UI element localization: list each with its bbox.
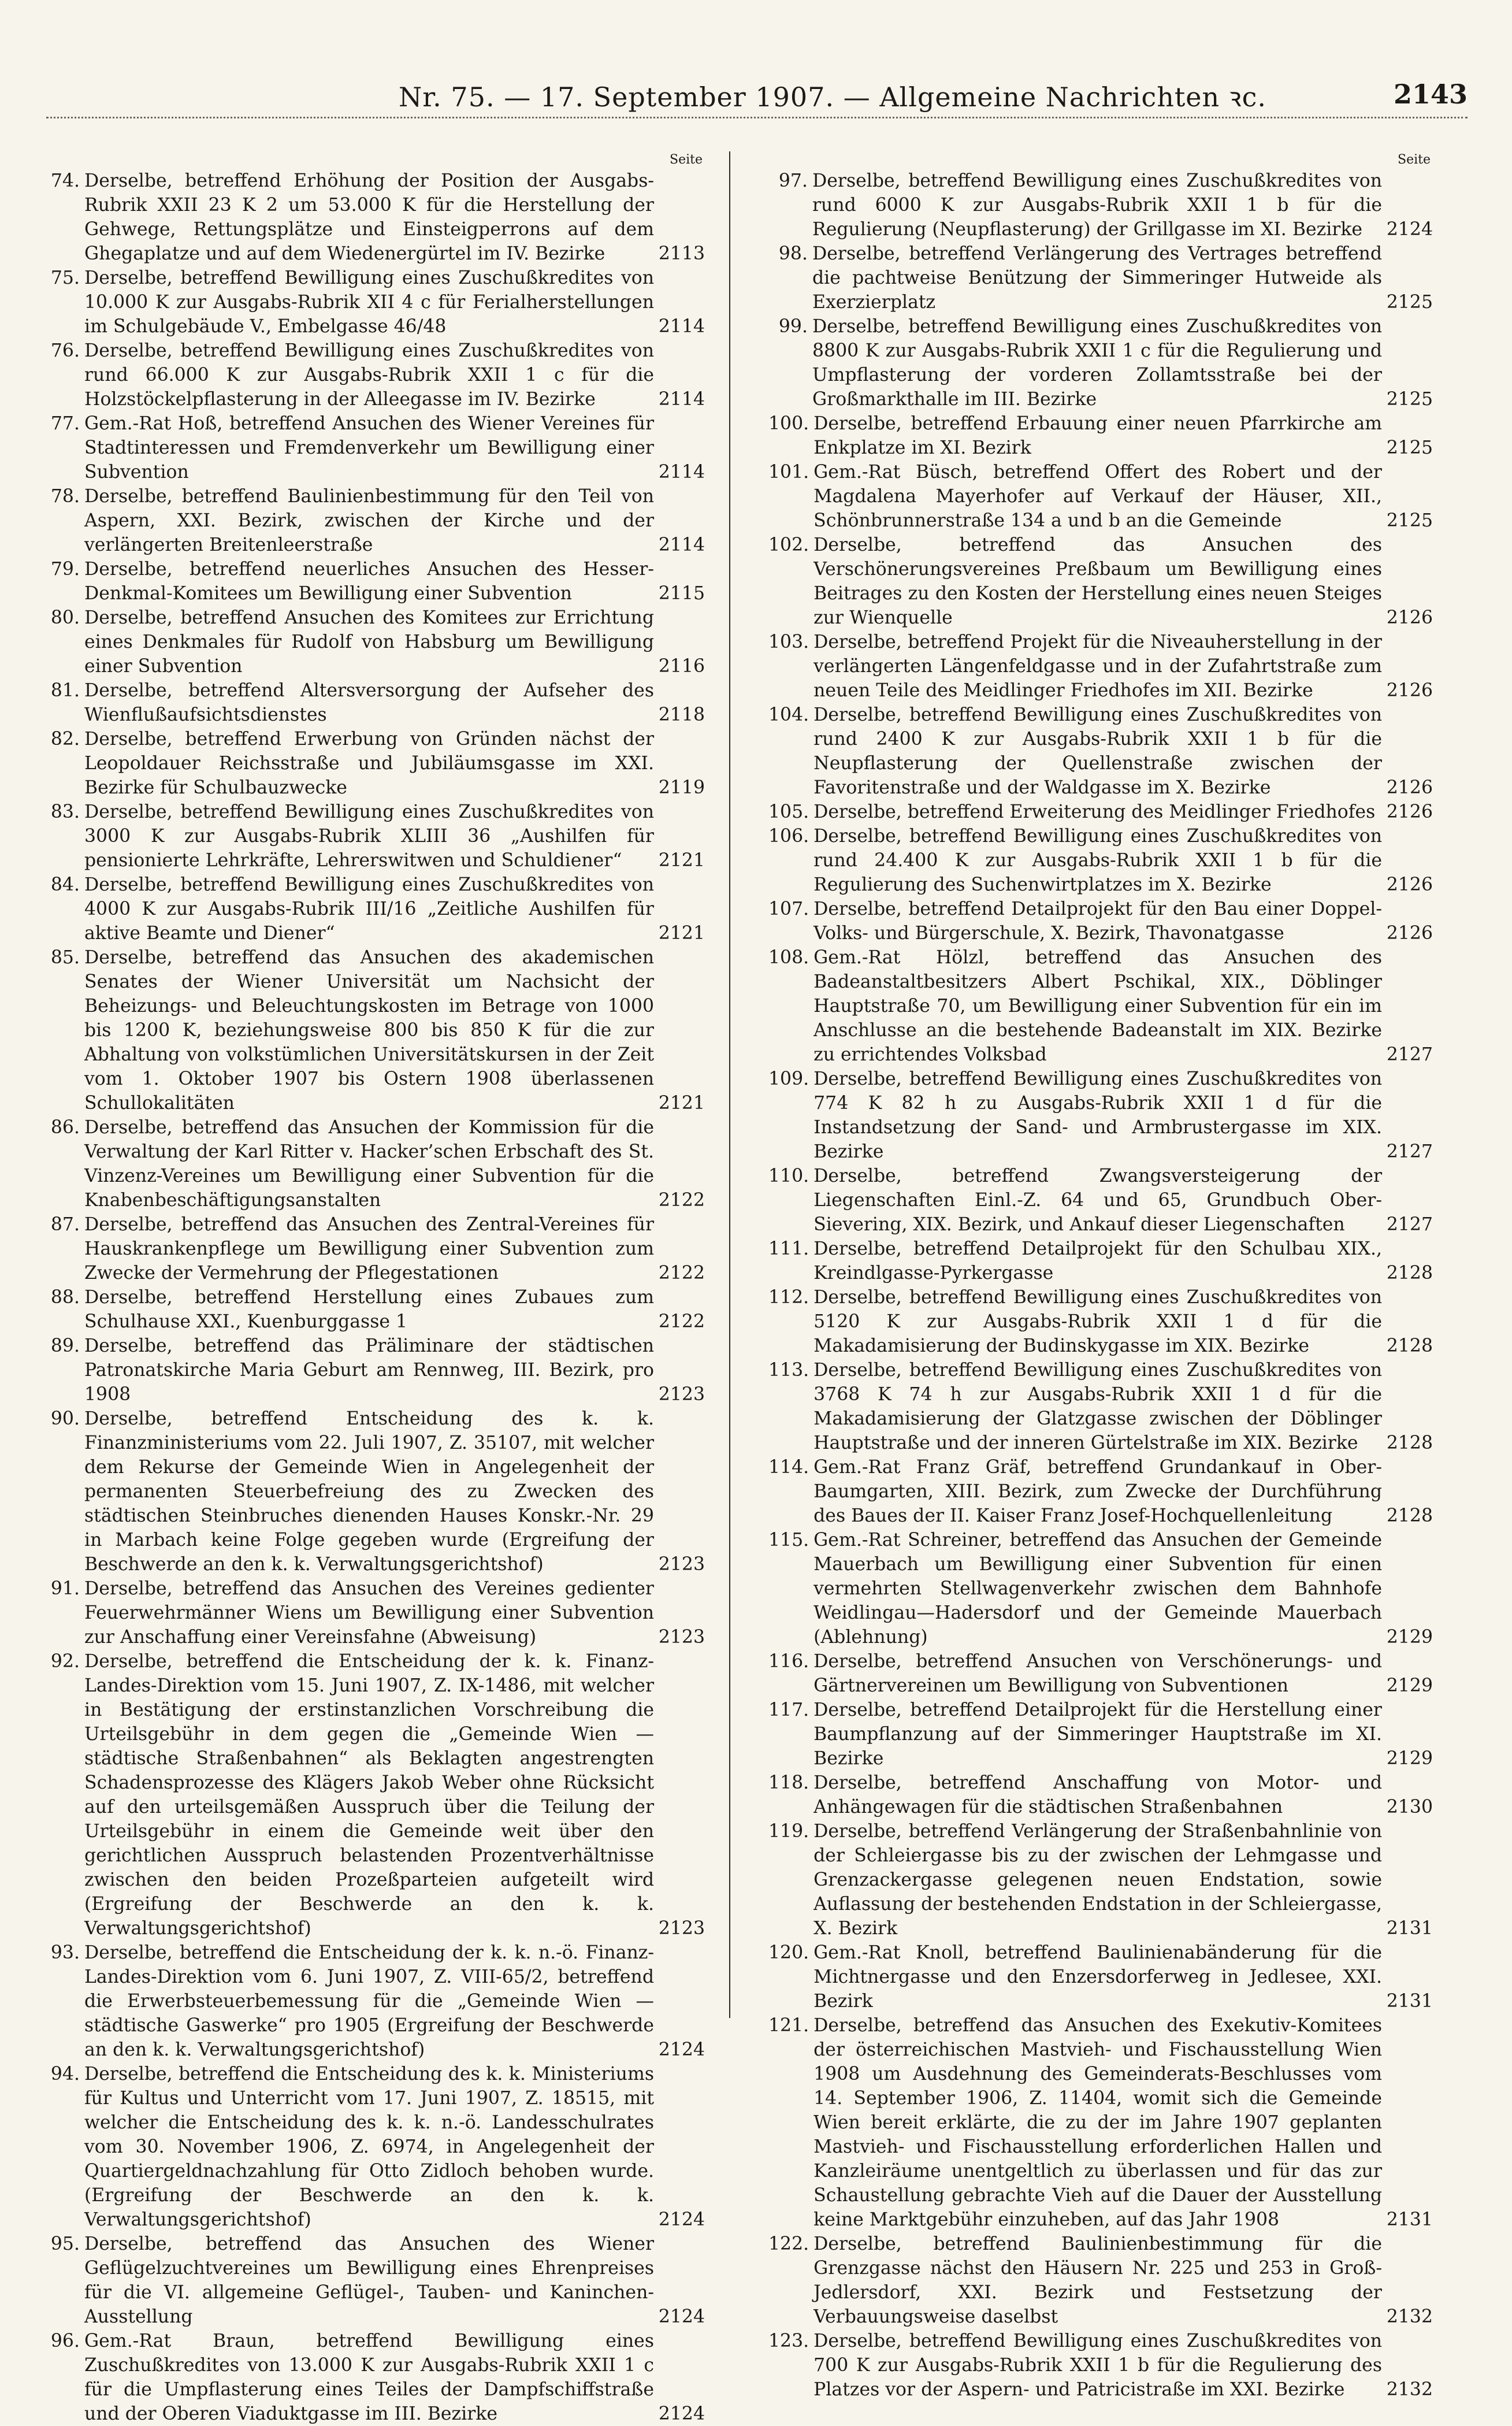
entry-text: Derselbe, betreffend Erhöhung der Position der Ausgabs-Rubrik XXII 23 K 2 um 53.000 K für die Herstellung der Gehwege, Rettungsplätze und Einsteigperrons auf dem Ghegaplatze und auf dem Wiedenergürtel im IV. Bezirke (84, 170, 654, 264)
entry-page-ref: 2123 (658, 1554, 705, 1575)
seite-label: Seite (670, 153, 703, 167)
entry-page-ref: 2131 (1386, 1991, 1433, 2012)
entry-page-ref: 2121 (658, 850, 705, 871)
entry-page-ref: 2123 (658, 1384, 705, 1405)
entry-text: Derselbe, betreffend Bewilligung eines Zuschußkredites von 5120 K zur Ausgabs-Rubrik XXII 1 d für die Makadamisierung der Budinskygasse im XIX. Bezirke (813, 1287, 1382, 1356)
entry-text: Derselbe, betreffend das Ansuchen des Verschönerungsvereines Preßbaum um Bewilligung eines Beitrages zu den Kosten der Herstellung eines neuen Steiges zur Wienquelle (813, 535, 1382, 628)
entry-text: Derselbe, betreffend die Entscheidung der k. k. Finanz-Landes-Direktion vom 15. Juni 1907, Z. IX-1486, mit welcher in Bestätigung der erstinstanzlichen Vorschreibung die Urteilsgebühr in dem gegen die „Gemeinde Wien — städtische Straßenbahnen“ als Beklagten angestrengten Schadensprozesse des Klägers Jakob Weber ohne Rücksicht auf den urteilsgemäßen Ausspruch über die Teilung der Urteilsgebühr in einem die Gemeinde weit über den gerichtlichen Ausspruch belastenden Prozentverhältnisse zwischen den beiden Prozeßparteien aufgeteilt wird (Ergreifung der Beschwerde an den k. k. Verwaltungsgerichtshof) (84, 1651, 654, 1939)
entry-page-ref: 2126 (1386, 607, 1433, 628)
entry-number: 113. (768, 1360, 809, 1381)
entry-page-ref: 2125 (1386, 437, 1433, 458)
entry-number: 122. (768, 2234, 809, 2254)
entry-page-ref: 2121 (658, 1093, 705, 1114)
entry-page-ref: 2125 (1386, 389, 1433, 410)
index-entry (40, 873, 705, 945)
column-divider (729, 151, 730, 2018)
index-entry (768, 533, 1433, 630)
entry-text: Derselbe, betreffend das Ansuchen des akademischen Senates der Wiener Universität um Nachsicht der Beheizungs- und Beleuchtungskosten im Betrage von 1000 bis 1200 K, beziehungsweise 800 bis 850 K für die zur Abhaltung von volkstümlichen Universitätskursen in der Zeit vom 1. Oktober 1907 bis Ostern 1908 überlassenen Schullokalitäten (84, 947, 654, 1114)
entry-text: Derselbe, betreffend Verlängerung des Vertrages betreffend die pachtweise Benützung der Simmeringer Hutweide als Exerzierplatz (812, 243, 1382, 313)
entry-text: Derselbe, betreffend Verlängerung der Straßenbahnlinie von der Schleiergasse bis zu der zwischen der Lehmgasse und Grenzackergasse gelegenen neuen Endstation, sowie Auflassung der bestehenden Endstation in der Schleiergasse, X. Bezirk (813, 1821, 1382, 1939)
index-entry (768, 1164, 1433, 1237)
index-entry (40, 1576, 705, 1649)
index-entry (768, 824, 1433, 897)
entry-text: Derselbe, betreffend das Ansuchen des Exekutiv-Komitees der österreichischen Mastvieh- und Fischausstellung Wien 1908 um Ausdehnung des Gemeinderats-Beschlusses vom 14. September 1906, Z. 11404, womit sich die Gemeinde Wien bereit erklärte, die zu der im Jahre 1907 geplanten Mastvieh- und Fischausstellung erforderlichen Hallen und Kanzleiräume unentgeltlich zu überlassen und für das zur Schaustellung gebrachte Vieh auf die Dauer der Ausstellung keine Marktgebühr einzuheben, auf das Jahr 1908 (813, 2015, 1382, 2230)
entry-number: 96. (50, 2331, 80, 2351)
entry-text: Derselbe, betreffend Bewilligung eines Zuschußkredites von 10.000 K zur Ausgabs-Rubrik XII 4 c für Ferialherstellungen im Schulgebäude V., Embelgasse 46/48 (84, 268, 654, 337)
entry-number: 110. (768, 1166, 809, 1186)
entry-number: 74. (50, 170, 80, 191)
entry-text: Derselbe, betreffend Bewilligung eines Zuschußkredites von rund 2400 K zur Ausgabs-Rubrik XXII 1 b für die Neupflasterung der Quellenstraße zwischen der Favoritenstraße und der Waldgasse im X. Bezirke (813, 704, 1382, 798)
entry-text: Derselbe, betreffend Bewilligung eines Zuschußkredites von 700 K zur Ausgabs-Rubrik XXII 1 b für die Regulierung des Platzes vor der Aspern- und Patricistraße im XXI. Bezirke (813, 2331, 1382, 2400)
entry-number: 88. (50, 1287, 80, 1308)
entry-number: 90. (50, 1408, 80, 1429)
entry-page-ref: 2114 (658, 316, 705, 337)
entry-text: Derselbe, betreffend Ansuchen von Verschönerungs- und Gärtnervereinen um Bewilligung von Subventionen (813, 1651, 1382, 1696)
index-entry (768, 1698, 1433, 1771)
entry-page-ref: 2130 (1386, 1797, 1433, 1817)
entry-list (768, 169, 1433, 2402)
entry-text: Derselbe, betreffend Erweiterung des Meidlinger Friedhofes (813, 802, 1376, 822)
entry-text: Derselbe, betreffend das Ansuchen der Kommission für die Verwaltung der Karl Ritter v. Hacker’schen Erbschaft des St. Vinzenz-Vereines um Bewilligung einer Subvention für die Knabenbeschäftigungsanstalten (84, 1117, 654, 1211)
index-entry (768, 1285, 1433, 1358)
entry-number: 81. (50, 680, 80, 701)
index-entry (768, 630, 1433, 703)
index-entry (768, 411, 1433, 460)
entry-text: Derselbe, betreffend Detailprojekt für den Bau einer Doppel-Volks- und Bürgerschule, X. Bezirk, Thavonatgasse (813, 899, 1382, 944)
entry-number: 98. (778, 243, 808, 264)
entry-page-ref: 2128 (1386, 1263, 1433, 1284)
entry-number: 121. (768, 2015, 809, 2036)
entry-text: Gem.-Rat Braun, betreffend Bewilligung eines Zuschußkredites von 13.000 K zur Ausgabs-Rubrik XXII 1 c für die Umpflasterung eines Teiles der Dampfschiffstraße und der Oberen Viaduktgasse im III. Bezirke (84, 2331, 654, 2424)
entry-page-ref: 2127 (1386, 1044, 1433, 1065)
entry-page-ref: 2126 (1386, 680, 1433, 701)
entry-text: Derselbe, betreffend Zwangsversteigerung der Liegenschaften Einl.-Z. 64 und 65, Grundbuch Ober-Sievering, XIX. Bezirk, und Ankauf dieser Liegenschaften (813, 1166, 1382, 1235)
entry-text: Derselbe, betreffend Bewilligung eines Zuschußkredites von 774 K 82 h zu Ausgabs-Rubrik XXII 1 d für die Instandsetzung der Sand- und Armbrustergasse im XIX. Bezirke (813, 1069, 1382, 1162)
entry-page-ref: 2124 (658, 2306, 705, 2327)
entry-number: 112. (768, 1287, 809, 1308)
index-entry (768, 314, 1433, 411)
entry-text: Derselbe, betreffend Herstellung eines Zubaues zum Schulhause XXI., Kuenburggasse 1 (84, 1287, 654, 1332)
running-title: Nr. 75. — 17. September 1907. — Allgemeine Nachrichten ꝛc. (399, 81, 1266, 113)
entry-page-ref: 2126 (1386, 802, 1433, 822)
index-entry (40, 1334, 705, 1407)
entry-page-ref: 2129 (1386, 1748, 1433, 1769)
entry-number: 83. (50, 802, 80, 822)
entry-number: 99. (778, 316, 808, 337)
entry-text: Derselbe, betreffend Baulinienbestimmung für die Grenzgasse nächst den Häusern Nr. 225 und 253 in Groß-Jedlersdorf, XXI. Bezirk und Festsetzung der Verbauungsweise daselbst (813, 2234, 1382, 2327)
entry-page-ref: 2132 (1386, 2306, 1433, 2327)
entry-page-ref: 2132 (1386, 2379, 1433, 2400)
entry-page-ref: 2114 (658, 535, 705, 555)
index-entry (768, 945, 1433, 1067)
entry-page-ref: 2126 (1386, 874, 1433, 895)
index-column-right (768, 151, 1433, 2400)
header-rule (46, 117, 1468, 118)
entry-text: Gem.-Rat Büsch, betreffend Offert des Robert und der Magdalena Mayerhofer auf Verkauf der Häuser, XII., Schönbrunnerstraße 134 a und b an die Gemeinde (813, 462, 1382, 531)
entry-page-ref: 2127 (1386, 1214, 1433, 1235)
entry-text: Derselbe, betreffend Bewilligung eines Zuschußkredites von 4000 K zur Ausgabs-Rubrik III/16 „Zeitliche Aushilfen für aktive Beamte und Diener“ (84, 874, 654, 944)
entry-page-ref: 2126 (1386, 923, 1433, 944)
entry-text: Derselbe, betreffend Altersversorgung der Aufseher des Wienflußaufsichtsdienstes (84, 680, 654, 725)
index-entry (768, 897, 1433, 945)
entry-text: Derselbe, betreffend das Ansuchen des Wiener Geflügelzuchtvereines um Bewilligung eines Ehrenpreises für die VI. allgemeine Geflügel-, Tauben- und Kaninchen-Ausstellung (84, 2234, 654, 2327)
entry-number: 111. (768, 1238, 809, 1259)
entry-page-ref: 2124 (658, 2403, 705, 2424)
entry-page-ref: 2123 (658, 1918, 705, 1939)
index-entry (768, 2013, 1433, 2232)
entry-page-ref: 2122 (658, 1311, 705, 1332)
entry-text: Gem.-Rat Knoll, betreffend Baulinienabänderung für die Michtnergasse und den Enzersdorferweg in Jedlesee, XXI. Bezirk (813, 1942, 1382, 2012)
entry-number: 107. (768, 899, 809, 919)
entry-number: 77. (50, 413, 80, 434)
entry-text: Gem.-Rat Schreiner, betreffend das Ansuchen der Gemeinde Mauerbach um Bewilligung einer Subvention für einen vermehrten Stellwagenverkehr zwischen dem Bahnhofe Weidlingau—Hadersdorf und der Gemeinde Mauerbach (Ablehnung) (813, 1530, 1382, 1648)
entry-text: Gem.-Rat Hölzl, betreffend das Ansuchen des Badeanstaltbesitzers Albert Pschikal, XIX., Döblinger Hauptstraße 70, um Bewilligung einer Subvention für ein im Anschlusse an die bestehende Badeanstalt im XIX. Bezirke zu errichtendes Volksbad (813, 947, 1382, 1065)
entry-page-ref: 2128 (1386, 1433, 1433, 1453)
index-entry (40, 339, 705, 411)
entry-number: 95. (50, 2234, 80, 2254)
entry-page-ref: 2124 (658, 2039, 705, 2060)
entry-number: 104. (768, 704, 809, 725)
entry-text: Derselbe, betreffend Bewilligung eines Zuschußkredites von rund 24.400 K zur Ausgabs-Rubrik XXII 1 b für die Regulierung des Suchenwirtplatzes im X. Bezirke (813, 826, 1382, 895)
entry-page-ref: 2114 (658, 462, 705, 483)
entry-text: Derselbe, betreffend Erbauung einer neuen Pfarrkirche am Enkplatze im XI. Bezirk (813, 413, 1382, 458)
entry-text: Derselbe, betreffend Bewilligung eines Zuschußkredites von 3000 K zur Ausgabs-Rubrik XLIII 36 „Aushilfen für pensionierte Lehrkräfte, Lehrerswitwen und Schuldiener“ (84, 802, 654, 871)
entry-number: 115. (768, 1530, 809, 1550)
index-entry (40, 945, 705, 1115)
entry-number: 105. (768, 802, 809, 822)
entry-text: Gem.-Rat Franz Gräf, betreffend Grundankauf in Ober-Baumgarten, XIII. Bezirk, zum Zwecke der Durchführung des Baues der II. Kaiser Franz Josef-Hochquellenleitung (813, 1457, 1382, 1526)
index-entry (40, 678, 705, 727)
entry-number: 109. (768, 1069, 809, 1089)
entry-text: Derselbe, betreffend Bewilligung eines Zuschußkredites von rund 66.000 K zur Ausgabs-Rubrik XXII 1 c für die Holzstöckelpflasterung in der Alleegasse im IV. Bezirke (84, 340, 654, 410)
entry-number: 75. (50, 268, 80, 288)
entry-number: 123. (768, 2331, 809, 2351)
entry-page-ref: 2128 (1386, 1336, 1433, 1356)
entry-page-ref: 2122 (658, 1263, 705, 1284)
entry-list (40, 169, 705, 2426)
entry-page-ref: 2122 (658, 1190, 705, 1211)
index-entry (40, 1649, 705, 1941)
entry-number: 102. (768, 535, 809, 555)
entry-page-ref: 2131 (1386, 2209, 1433, 2230)
index-entry (768, 703, 1433, 800)
entry-page-ref: 2123 (658, 1627, 705, 1648)
index-entry (768, 2329, 1433, 2402)
index-entry (40, 557, 705, 606)
index-entry (768, 1771, 1433, 1819)
entry-text: Derselbe, betreffend das Präliminare der städtischen Patronatskirche Maria Geburt am Rennweg, III. Bezirk, pro 1908 (84, 1336, 654, 1405)
index-entry (40, 1115, 705, 1212)
entry-page-ref: 2115 (658, 583, 705, 604)
index-entry (768, 242, 1433, 314)
page-header (46, 74, 1468, 111)
entry-page-ref: 2119 (658, 777, 705, 798)
entry-number: 117. (768, 1700, 809, 1720)
index-entry (768, 1237, 1433, 1285)
index-entry (768, 1819, 1433, 1941)
entry-page-ref: 2124 (658, 2209, 705, 2230)
entry-text: Derselbe, betreffend Bewilligung eines Zuschußkredites von rund 6000 K zur Ausgabs-Rubrik XXII 1 b für die Regulierung (Neupflasterung) der Grillgasse im XI. Bezirke (812, 170, 1382, 240)
index-entry (40, 2062, 705, 2232)
index-entry (40, 169, 705, 266)
entry-number: 92. (50, 1651, 80, 1672)
entry-text: Gem.-Rat Hoß, betreffend Ansuchen des Wiener Vereines für Stadtinteressen und Fremdenverkehr um Bewilligung einer Subvention (84, 413, 654, 483)
index-entry (768, 169, 1433, 242)
entry-number: 84. (50, 874, 80, 895)
index-entry (768, 1941, 1433, 2013)
index-entry (40, 2232, 705, 2329)
index-entry (40, 606, 705, 678)
entry-page-ref: 2128 (1386, 1505, 1433, 1526)
entry-number: 116. (768, 1651, 809, 1672)
entry-number: 114. (768, 1457, 809, 1478)
entry-number: 87. (50, 1214, 80, 1235)
entry-text: Derselbe, betreffend Detailprojekt für die Herstellung einer Baumpflanzung auf der Simmeringer Hauptstraße im XI. Bezirke (813, 1700, 1382, 1769)
entry-number: 120. (768, 1942, 809, 1963)
index-column-left (40, 151, 705, 2424)
entry-text: Derselbe, betreffend Ansuchen des Komitees zur Errichtung eines Denkmales für Rudolf von Habsburg um Bewilligung einer Subvention (84, 607, 654, 677)
entry-text: Derselbe, betreffend neuerliches Ansuchen des Hesser-Denkmal-Komitees um Bewilligung einer Subvention (84, 559, 654, 604)
entry-number: 80. (50, 607, 80, 628)
entry-text: Derselbe, betreffend Bewilligung eines Zuschußkredites von 3768 K 74 h zur Ausgabs-Rubrik XXII 1 d für die Makadamisierung der Glatzgasse zwischen der Döblinger Hauptstraße und der inneren Gürtelstraße im XIX. Bezirke (813, 1360, 1382, 1453)
entry-number: 100. (768, 413, 809, 434)
entry-page-ref: 2114 (658, 389, 705, 410)
index-entry (40, 727, 705, 800)
entry-page-ref: 2118 (658, 704, 705, 725)
entry-text: Derselbe, betreffend Anschaffung von Motor- und Anhängewagen für die städtischen Straßenbahnen (813, 1772, 1382, 1817)
index-entry (40, 800, 705, 873)
index-entry (40, 1941, 705, 2062)
seite-label: Seite (1398, 153, 1431, 167)
entry-number: 82. (50, 729, 80, 750)
entry-text: Derselbe, betreffend die Entscheidung des k. k. Ministeriums für Kultus und Unterricht vom 17. Juni 1907, Z. 18515, mit welcher die Entscheidung des k. k. n.-ö. Landesschulrates vom 30. November 1906, Z. 6974, in Angelegenheit der Quartiergeldnachzahlung für Otto Zidloch behoben wurde. (Ergreifung der Beschwerde an den k. k. Verwaltungsgerichtshof) (84, 2064, 654, 2230)
entry-page-ref: 2125 (1386, 510, 1433, 531)
index-entry (768, 1455, 1433, 1528)
entry-number: 118. (768, 1772, 809, 1793)
page-number: 2143 (1393, 79, 1468, 110)
index-entry (768, 1358, 1433, 1455)
entry-number: 89. (50, 1336, 80, 1356)
entry-page-ref: 2124 (1386, 219, 1433, 240)
entry-number: 97. (778, 170, 808, 191)
entry-number: 108. (768, 947, 809, 968)
index-entry (768, 800, 1433, 824)
entry-number: 78. (50, 486, 80, 507)
entry-page-ref: 2126 (1386, 777, 1433, 798)
entry-page-ref: 2125 (1386, 292, 1433, 313)
entry-text: Derselbe, betreffend Baulinienbestimmung für den Teil von Aspern, XXI. Bezirk, zwischen der Kirche und der verlängerten Breitenleerstraße (84, 486, 654, 555)
entry-page-ref: 2129 (1386, 1675, 1433, 1696)
index-entry (768, 1067, 1433, 1164)
entry-number: 91. (50, 1578, 80, 1599)
index-entry (40, 1212, 705, 1285)
entry-page-ref: 2121 (658, 923, 705, 944)
entry-number: 76. (50, 340, 80, 361)
entry-text: Derselbe, betreffend Projekt für die Niveauherstellung in der verlängerten Längenfeldgasse und in der Zufahrtstraße zum neuen Teile des Meidlinger Friedhofes im XII. Bezirke (813, 632, 1382, 701)
entry-number: 103. (768, 632, 809, 652)
entry-number: 106. (768, 826, 809, 847)
index-entry (40, 411, 705, 484)
entry-text: Derselbe, betreffend Bewilligung eines Zuschußkredites von 8800 K zur Ausgabs-Rubrik XXII 1 c für die Regulierung und Umpflasterung der vorderen Zollamtsstraße bei der Großmarkthalle im III. Bezirke (812, 316, 1382, 410)
entry-number: 119. (768, 1821, 809, 1842)
index-entry (40, 266, 705, 339)
entry-number: 101. (768, 462, 809, 483)
entry-text: Derselbe, betreffend das Ansuchen des Vereines gedienter Feuerwehrmänner Wiens um Bewilligung einer Subvention zur Anschaffung einer Vereinsfahne (Abweisung) (84, 1578, 654, 1648)
entry-text: Derselbe, betreffend Detailprojekt für den Schulbau XIX., Kreindlgasse-Pyrkergasse (813, 1238, 1382, 1284)
index-entry (768, 460, 1433, 533)
entry-number: 79. (50, 559, 80, 580)
index-entry (40, 2329, 705, 2426)
entry-number: 85. (50, 947, 80, 968)
index-entry (768, 1528, 1433, 1649)
entry-number: 94. (50, 2064, 80, 2084)
entry-number: 86. (50, 1117, 80, 1138)
entry-text: Derselbe, betreffend das Ansuchen des Zentral-Vereines für Hauskrankenpflege um Bewilligung einer Subvention zum Zwecke der Vermehrung der Pflegestationen (84, 1214, 654, 1284)
entry-page-ref: 2113 (658, 243, 705, 264)
index-entry (40, 1407, 705, 1576)
entry-page-ref: 2129 (1386, 1627, 1433, 1648)
entry-number: 93. (50, 1942, 80, 1963)
index-entry (768, 2232, 1433, 2329)
entry-page-ref: 2131 (1386, 1918, 1433, 1939)
entry-text: Derselbe, betreffend Entscheidung des k. k. Finanzministeriums vom 22. Juli 1907, Z. 35107, mit welcher dem Rekurse der Gemeinde Wien in Angelegenheit der permanenten Steuerbefreiung des zu Zwecken des städtischen Steinbruches dienenden Hauses Konskr.-Nr. 29 in Marbach keine Folge gegeben wurde (Ergreifung der Beschwerde an den k. k. Verwaltungsgerichtshof) (84, 1408, 654, 1575)
entry-text: Derselbe, betreffend Erwerbung von Gründen nächst der Leopoldauer Reichsstraße und Jubiläumsgasse im XXI. Bezirke für Schulbauzwecke (84, 729, 654, 798)
index-entry (768, 1649, 1433, 1698)
entry-text: Derselbe, betreffend die Entscheidung der k. k. n.-ö. Finanz-Landes-Direktion vom 6. Juni 1907, Z. VIII-65/2, betreffend die Erwerbsteuerbemessung für die „Gemeinde Wien — städtische Gaswerke“ pro 1905 (Ergreifung der Beschwerde an den k. k. Verwaltungsgerichtshof) (84, 1942, 654, 2060)
index-entry (40, 484, 705, 557)
index-entry (40, 1285, 705, 1334)
entry-page-ref: 2116 (658, 656, 705, 677)
entry-page-ref: 2127 (1386, 1141, 1433, 1162)
